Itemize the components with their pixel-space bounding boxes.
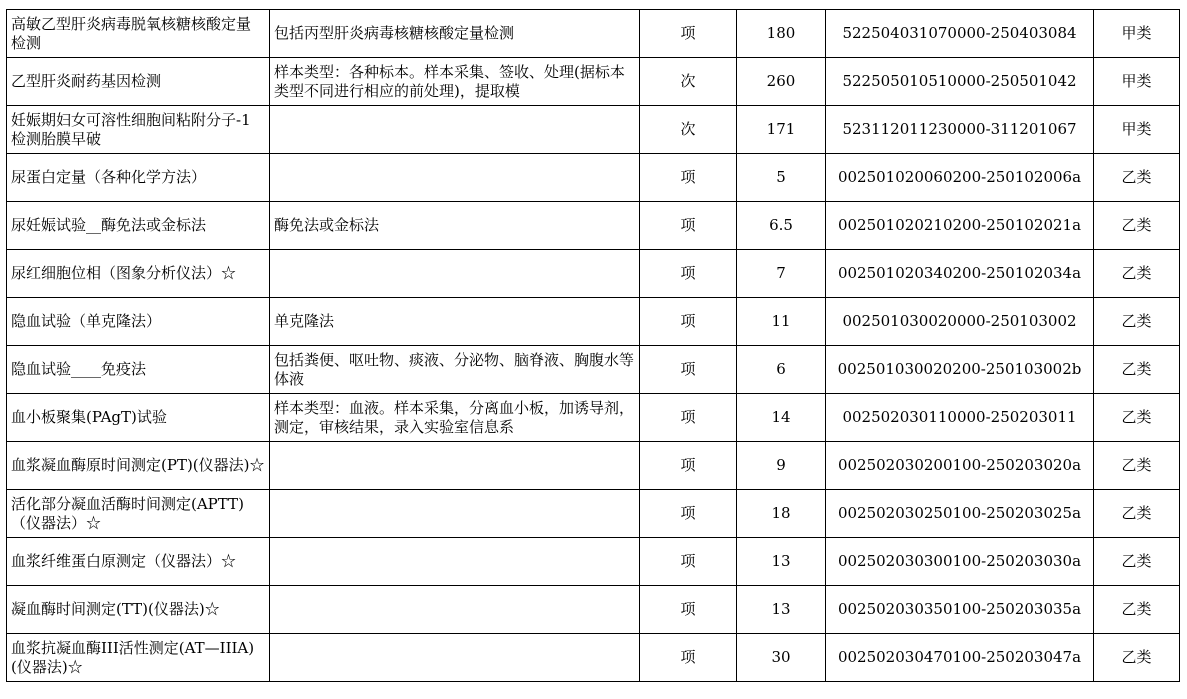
unit-cell: [640, 58, 737, 106]
fee-table: [6, 9, 1180, 682]
item-description-cell: [270, 58, 640, 106]
item-name-cell-text: 高敏乙型肝炎病毒脱氧核糖核酸定量检测: [11, 14, 252, 52]
category-cell-text: 乙类: [1121, 504, 1152, 522]
price-cell-text: 9: [776, 456, 786, 474]
item-description-cell: [270, 634, 640, 682]
category-cell: [1094, 490, 1180, 538]
price-cell: [737, 634, 826, 682]
table-row: [7, 58, 1180, 106]
item-name-cell-text: 血浆凝血酶原时间测定(PT)(仪器法)☆: [11, 456, 265, 474]
category-cell-text: 甲类: [1121, 120, 1152, 138]
unit-cell-text: 项: [680, 456, 696, 474]
item-name-cell: [7, 154, 270, 202]
item-code-cell: [826, 106, 1094, 154]
table-row: [7, 586, 1180, 634]
unit-cell-text: 项: [680, 360, 696, 378]
category-cell: [1094, 538, 1180, 586]
item-code-cell: [826, 202, 1094, 250]
item-name-cell-text: 血小板聚集(PAgT)试验: [11, 408, 167, 426]
category-cell: [1094, 442, 1180, 490]
item-name-cell-text: 血浆纤维蛋白原测定（仪器法）☆: [11, 552, 237, 570]
item-code-cell: [826, 154, 1094, 202]
unit-cell-text: 项: [680, 24, 696, 42]
fee-table-body: [7, 10, 1180, 682]
price-cell: [737, 58, 826, 106]
category-cell: [1094, 394, 1180, 442]
item-code-cell: [826, 346, 1094, 394]
unit-cell-text: 项: [680, 312, 696, 330]
item-code-cell-text: 002502030110000-250203011: [842, 408, 1077, 426]
table-row: [7, 490, 1180, 538]
table-row: [7, 202, 1180, 250]
price-cell: [737, 586, 826, 634]
category-cell-text: 甲类: [1121, 72, 1152, 90]
price-cell-text: 6.5: [769, 216, 793, 234]
item-name-cell: [7, 298, 270, 346]
item-name-cell: [7, 250, 270, 298]
category-cell-text: 乙类: [1121, 552, 1152, 570]
price-cell: [737, 490, 826, 538]
category-cell-text: 乙类: [1121, 456, 1152, 474]
item-code-cell: [826, 634, 1094, 682]
category-cell: [1094, 10, 1180, 58]
item-description-cell-text: 包括丙型肝炎病毒核糖核酸定量检测: [274, 24, 515, 42]
price-cell: [737, 10, 826, 58]
item-name-cell-text: 隐血试验____免疫法: [11, 360, 147, 378]
item-code-cell-text: 002501020210200-250102021a: [837, 216, 1082, 234]
table-row: [7, 346, 1180, 394]
item-description-cell: [270, 538, 640, 586]
table-row: [7, 634, 1180, 682]
unit-cell: [640, 490, 737, 538]
item-description-cell: [270, 490, 640, 538]
item-name-cell-text: 隐血试验（单克隆法）: [11, 312, 162, 330]
category-cell: [1094, 58, 1180, 106]
category-cell: [1094, 250, 1180, 298]
item-name-cell: [7, 442, 270, 490]
unit-cell: [640, 586, 737, 634]
item-description-cell: [270, 442, 640, 490]
unit-cell-text: 项: [680, 504, 696, 522]
table-row: [7, 154, 1180, 202]
item-description-cell: [270, 346, 640, 394]
category-cell-text: 甲类: [1121, 24, 1152, 42]
unit-cell-text: 项: [680, 168, 696, 186]
item-description-cell-text: 酶免法或金标法: [274, 216, 380, 234]
item-description-cell-text: 样本类型：血液。样本采集，分离血小板，加诱导剂，测定，审核结果，录入实验室信息系: [274, 398, 635, 436]
item-name-cell-text: 尿红细胞位相（图象分析仪法）☆: [11, 264, 237, 282]
category-cell: [1094, 106, 1180, 154]
unit-cell: [640, 634, 737, 682]
item-code-cell: [826, 442, 1094, 490]
item-name-cell-text: 妊娠期妇女可溶性细胞间粘附分子-1检测胎膜早破: [11, 110, 251, 148]
unit-cell: [640, 346, 737, 394]
item-name-cell-text: 活化部分凝血活酶时间测定(APTT)（仪器法）☆: [11, 494, 244, 532]
item-description-cell: [270, 154, 640, 202]
item-code-cell-text: 002501020340200-250102034a: [837, 264, 1082, 282]
category-cell-text: 乙类: [1121, 360, 1152, 378]
category-cell: [1094, 202, 1180, 250]
category-cell: [1094, 346, 1180, 394]
unit-cell: [640, 202, 737, 250]
item-description-cell: [270, 250, 640, 298]
item-name-cell: [7, 58, 270, 106]
item-description-cell: [270, 106, 640, 154]
item-name-cell: [7, 10, 270, 58]
price-cell-text: 13: [771, 600, 791, 618]
table-row: [7, 538, 1180, 586]
item-code-cell-text: 002502030200100-250203020a: [837, 456, 1082, 474]
price-cell-text: 11: [771, 312, 791, 330]
item-description-cell-text: 样本类型：各种标本。样本采集、签收、处理(据标本类型不同进行相应的前处理)，提取模: [274, 62, 625, 100]
table-row: [7, 250, 1180, 298]
price-cell: [737, 538, 826, 586]
unit-cell: [640, 298, 737, 346]
price-cell-text: 260: [766, 72, 796, 90]
item-name-cell: [7, 106, 270, 154]
item-code-cell-text: 002502030350100-250203035a: [837, 600, 1082, 618]
price-cell: [737, 346, 826, 394]
table-row: [7, 298, 1180, 346]
item-code-cell: [826, 10, 1094, 58]
price-cell: [737, 298, 826, 346]
unit-cell-text: 项: [680, 216, 696, 234]
item-name-cell-text: 血浆抗凝血酶III活性测定(AT—IIIA)(仪器法)☆: [11, 638, 255, 676]
table-row: [7, 442, 1180, 490]
item-name-cell-text: 尿蛋白定量（各种化学方法）: [11, 168, 207, 186]
item-name-cell: [7, 394, 270, 442]
item-name-cell: [7, 202, 270, 250]
category-cell-text: 乙类: [1121, 216, 1152, 234]
price-cell-text: 14: [771, 408, 791, 426]
unit-cell: [640, 538, 737, 586]
price-cell-text: 5: [776, 168, 786, 186]
item-code-cell-text: 002502030300100-250203030a: [837, 552, 1082, 570]
item-description-cell: [270, 298, 640, 346]
item-code-cell-text: 002502030470100-250203047a: [837, 648, 1082, 666]
item-description-cell: [270, 586, 640, 634]
unit-cell: [640, 442, 737, 490]
unit-cell: [640, 106, 737, 154]
item-code-cell-text: 522505010510000-250501042: [842, 72, 1077, 90]
item-name-cell: [7, 490, 270, 538]
price-cell: [737, 394, 826, 442]
item-code-cell: [826, 538, 1094, 586]
price-cell-text: 13: [771, 552, 791, 570]
item-description-cell: [270, 10, 640, 58]
item-code-cell: [826, 490, 1094, 538]
item-code-cell: [826, 58, 1094, 106]
category-cell: [1094, 586, 1180, 634]
item-code-cell-text: 002502030250100-250203025a: [837, 504, 1082, 522]
category-cell-text: 乙类: [1121, 264, 1152, 282]
price-cell: [737, 154, 826, 202]
unit-cell-text: 项: [680, 264, 696, 282]
category-cell-text: 乙类: [1121, 408, 1152, 426]
category-cell: [1094, 154, 1180, 202]
category-cell: [1094, 634, 1180, 682]
item-name-cell: [7, 634, 270, 682]
category-cell-text: 乙类: [1121, 312, 1152, 330]
unit-cell-text: 项: [680, 552, 696, 570]
item-code-cell-text: 002501020060200-250102006a: [837, 168, 1082, 186]
price-cell-text: 18: [771, 504, 791, 522]
item-name-cell-text: 尿妊娠试验__酶免法或金标法: [11, 216, 207, 234]
unit-cell: [640, 154, 737, 202]
item-code-cell-text: 002501030020000-250103002: [842, 312, 1077, 330]
item-name-cell-text: 乙型肝炎耐药基因检测: [11, 72, 162, 90]
item-name-cell-text: 凝血酶时间测定(TT)(仪器法)☆: [11, 600, 220, 618]
price-cell-text: 6: [776, 360, 786, 378]
item-code-cell: [826, 586, 1094, 634]
unit-cell: [640, 10, 737, 58]
item-description-cell: [270, 202, 640, 250]
price-cell-text: 180: [766, 24, 796, 42]
category-cell-text: 乙类: [1121, 648, 1152, 666]
table-row: [7, 10, 1180, 58]
unit-cell-text: 项: [680, 600, 696, 618]
unit-cell: [640, 250, 737, 298]
price-cell: [737, 442, 826, 490]
item-description-cell-text: 单克隆法: [274, 312, 335, 330]
category-cell: [1094, 298, 1180, 346]
item-code-cell: [826, 394, 1094, 442]
unit-cell: [640, 394, 737, 442]
item-description-cell: [270, 394, 640, 442]
category-cell-text: 乙类: [1121, 168, 1152, 186]
item-code-cell: [826, 250, 1094, 298]
item-name-cell: [7, 346, 270, 394]
item-name-cell: [7, 586, 270, 634]
item-code-cell-text: 522504031070000-250403084: [842, 24, 1077, 42]
category-cell-text: 乙类: [1121, 600, 1152, 618]
unit-cell-text: 项: [680, 408, 696, 426]
price-cell-text: 171: [766, 120, 796, 138]
table-row: [7, 106, 1180, 154]
item-code-cell: [826, 298, 1094, 346]
unit-cell-text: 次: [680, 72, 696, 90]
table-row: [7, 394, 1180, 442]
price-cell-text: 7: [776, 264, 786, 282]
item-name-cell: [7, 538, 270, 586]
item-code-cell-text: 002501030020200-250103002b: [837, 360, 1082, 378]
price-cell-text: 30: [771, 648, 791, 666]
item-code-cell-text: 523112011230000-311201067: [842, 120, 1077, 138]
price-cell: [737, 202, 826, 250]
price-cell: [737, 106, 826, 154]
unit-cell-text: 项: [680, 648, 696, 666]
price-cell: [737, 250, 826, 298]
item-description-cell-text: 包括粪便、呕吐物、痰液、分泌物、脑脊液、胸腹水等体液: [274, 350, 635, 388]
unit-cell-text: 次: [680, 120, 696, 138]
